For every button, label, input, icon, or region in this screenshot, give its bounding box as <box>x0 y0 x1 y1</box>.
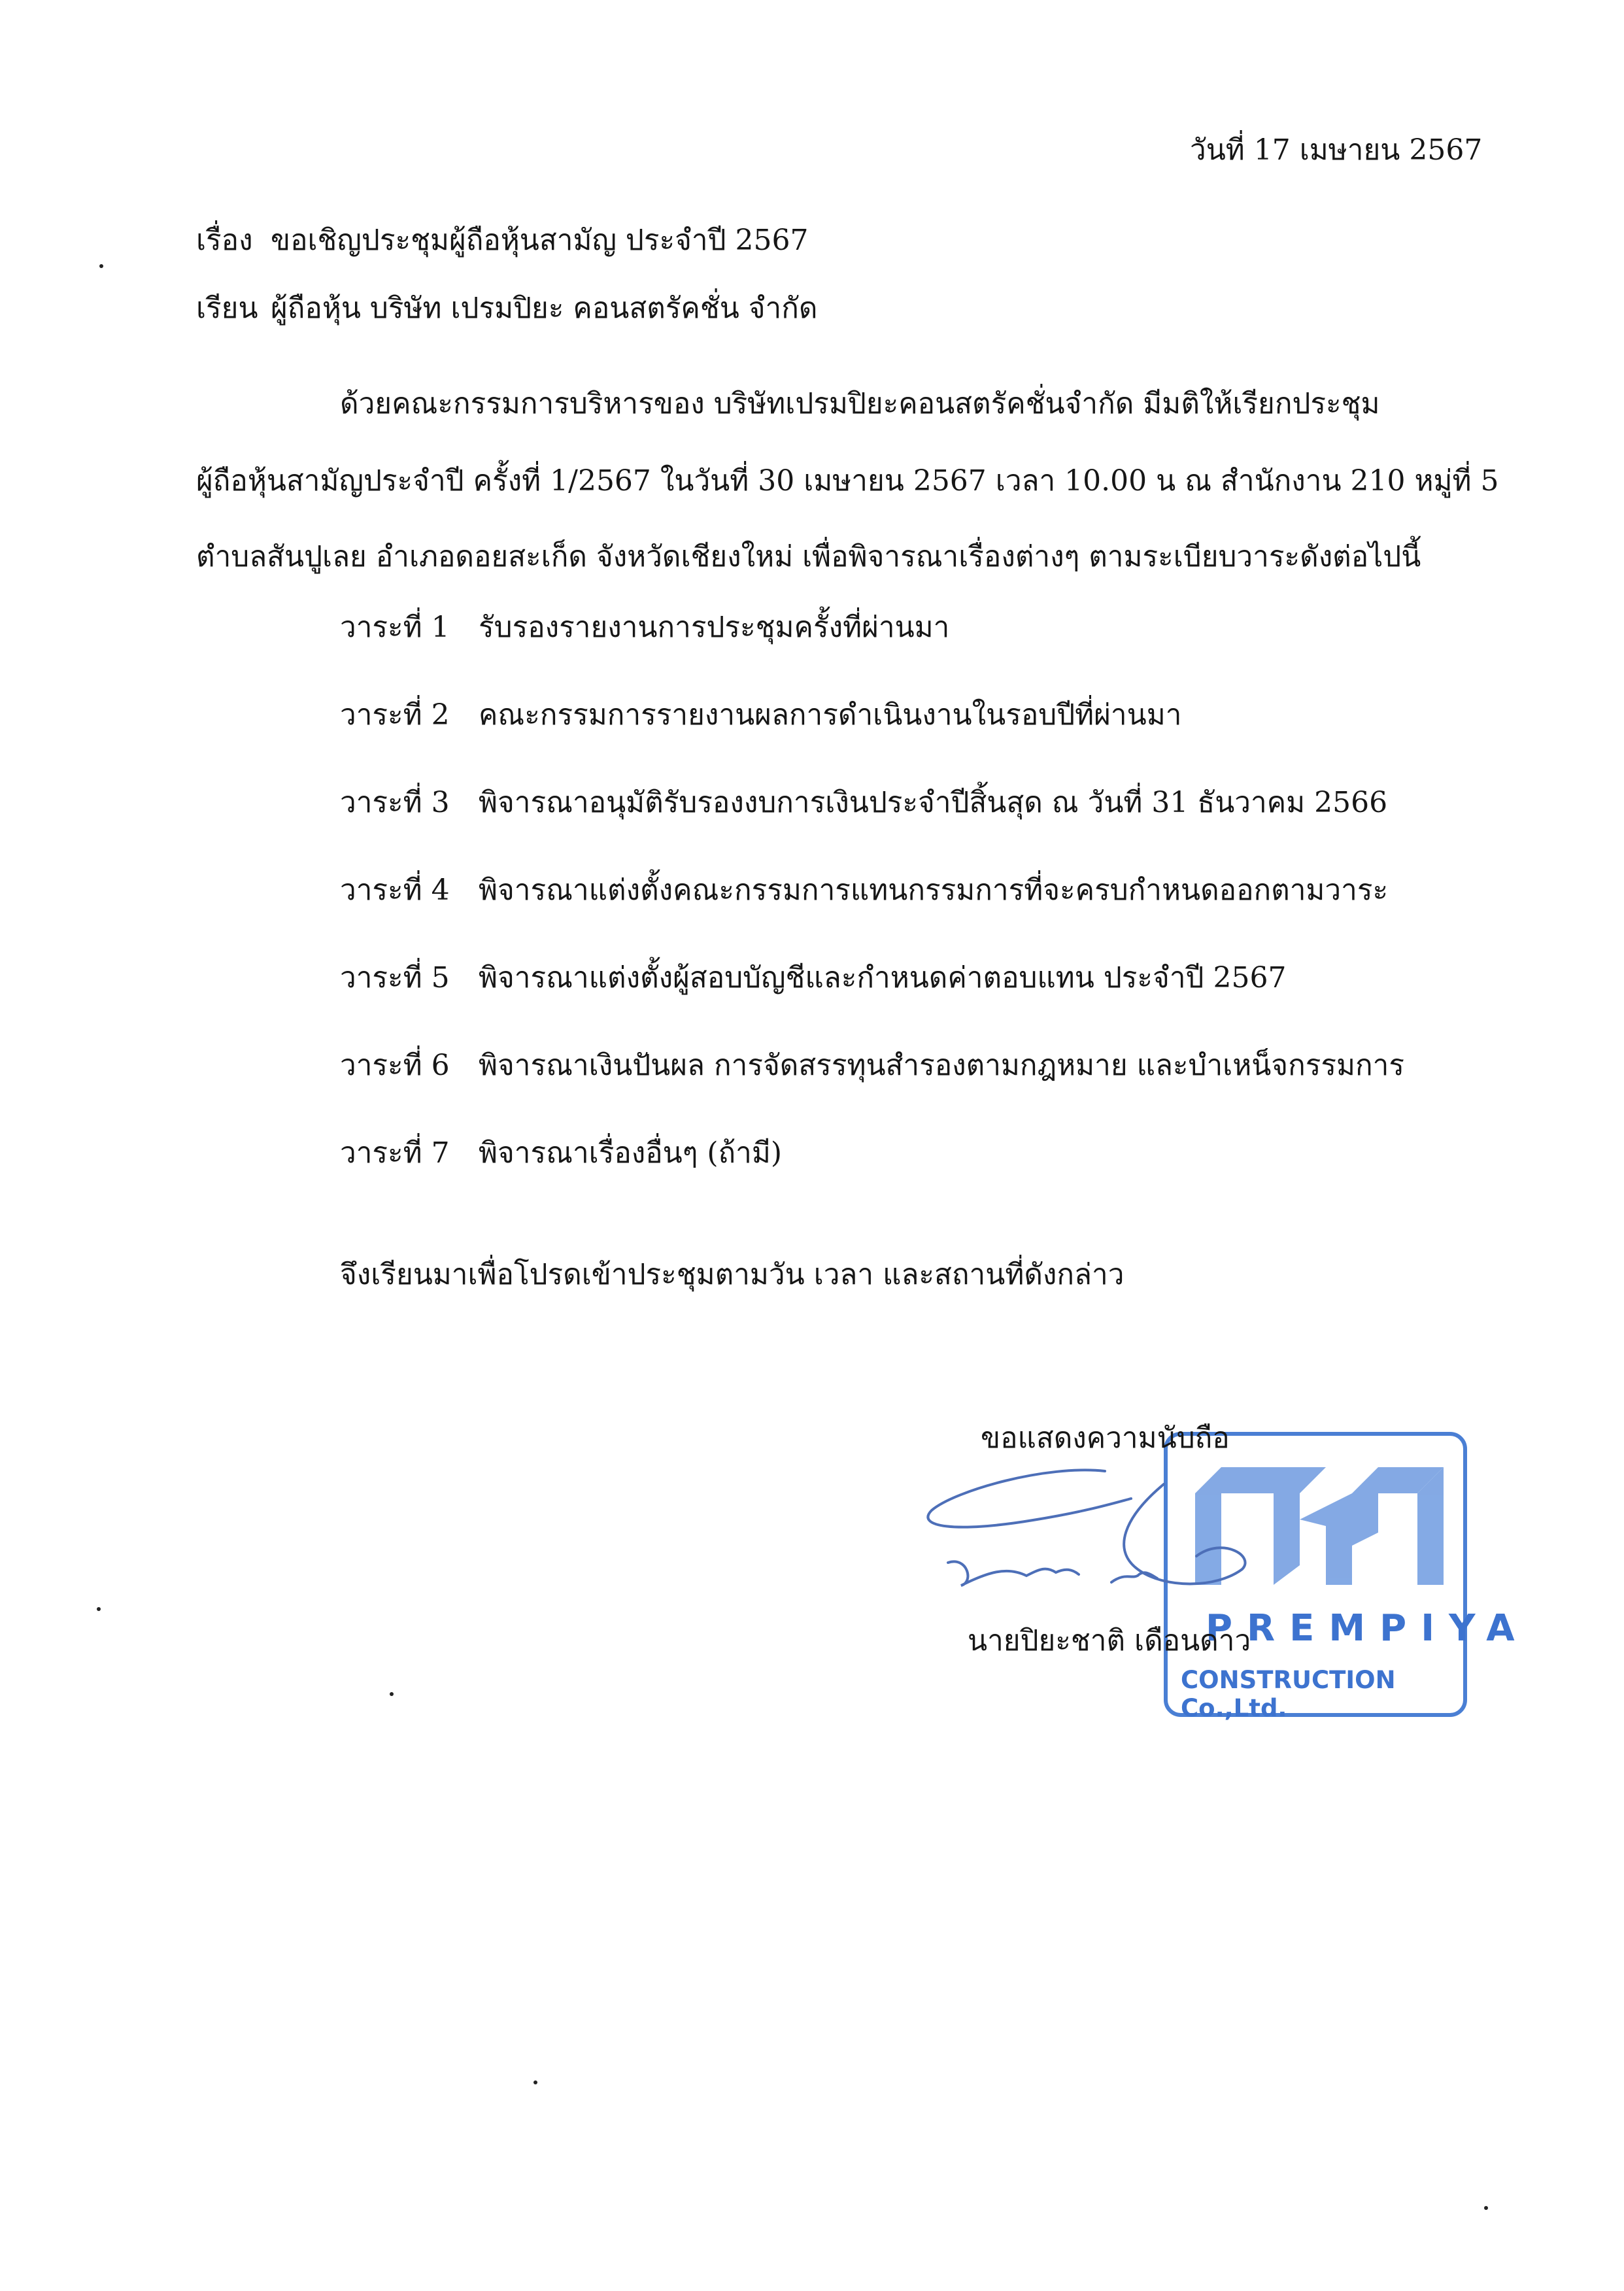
agenda-text: คณะกรรมการรายงานผลการดำเนินงานในรอบปีที่ผ่านมา <box>479 698 1182 732</box>
recipient-line <box>196 289 817 328</box>
agenda-number: วาระที่ 6 <box>340 1049 450 1082</box>
agenda-item <box>340 959 1404 1046</box>
agenda-text: พิจารณาแต่งตั้งคณะกรรมการแทนกรรมการที่จะครบกำหนดออกตามวาระ <box>479 874 1389 907</box>
body-line-1: ด้วยคณะกรรมการบริหารของ บริษัทเปรมปิยะคอนสตรัคชั่นจำกัด มีมติให้เรียกประชุม <box>340 387 1380 420</box>
agenda-item <box>340 696 1404 783</box>
agenda-item <box>340 1134 1404 1221</box>
agenda-item <box>340 608 1404 696</box>
agenda-number: วาระที่ 5 <box>340 961 450 994</box>
scan-speck <box>99 264 103 268</box>
stamp-company-subtitle: CONSTRUCTION Co.,Ltd. <box>1181 1666 1396 1722</box>
scan-speck <box>533 2080 537 2084</box>
agenda-text: รับรองรายงานการประชุมครั้งที่ผ่านมา <box>479 611 950 644</box>
signer-name: นายปิยะชาติ เดือนดาว <box>968 1624 1251 1657</box>
body-line-3: ตำบลสันปูเลย อำเภอดอยสะเก็ด จังหวัดเชียงใหม่ เพื่อพิจารณาเรื่องต่างๆ ตามระเบียบวาระดังต่อไปนี้ <box>196 540 1421 573</box>
agenda-text: พิจารณาเรื่องอื่นๆ (ถ้ามี) <box>479 1136 783 1170</box>
agenda-text: พิจารณาแต่งตั้งผู้สอบบัญชีและกำหนดค่าตอบแทน ประจำปี 2567 <box>479 961 1287 994</box>
agenda-text: พิจารณาเงินปันผล การจัดสรรทุนสำรองตามกฎหมาย และบำเหน็จกรรมการ <box>479 1049 1404 1082</box>
agenda-item <box>340 1046 1404 1134</box>
recipient-text: ผู้ถือหุ้น บริษัท เปรมปิยะ คอนสตรัคชั่น จำกัด <box>271 292 818 325</box>
subject-text: ขอเชิญประชุมผู้ถือหุ้นสามัญ ประจำปี 2567 <box>271 224 809 257</box>
agenda-item <box>340 871 1404 959</box>
agenda-list <box>340 608 1404 1221</box>
subject-line <box>196 221 809 260</box>
agenda-item <box>340 783 1404 871</box>
subject-label: เรื่อง <box>196 224 253 257</box>
agenda-number: วาระที่ 7 <box>340 1136 450 1170</box>
scan-speck <box>390 1692 394 1696</box>
stamp-company-name: PREMPIYA <box>1206 1607 1529 1650</box>
handwritten-signature <box>915 1458 1281 1628</box>
scan-speck <box>97 1607 101 1611</box>
agenda-number: วาระที่ 2 <box>340 698 450 732</box>
letter-date: วันที่ 17 เมษายน 2567 <box>1190 133 1483 167</box>
agenda-number: วาระที่ 3 <box>340 786 450 819</box>
scan-speck <box>1484 2206 1488 2210</box>
agenda-number: วาระที่ 4 <box>340 874 450 907</box>
recipient-label: เรียน <box>196 292 258 325</box>
body-line-2: ผู้ถือหุ้นสามัญประจำปี ครั้งที่ 1/2567 ในวันที่ 30 เมษายน 2567 เวลา 10.00 น ณ สำนักงาน 210 หมู่ที่ 5 <box>196 464 1499 498</box>
closing-line: จึงเรียนมาเพื่อโปรดเข้าประชุมตามวัน เวลา และสถานที่ดังกล่าว <box>340 1258 1125 1291</box>
agenda-text: พิจารณาอนุมัติรับรองงบการเงินประจำปีสิ้นสุด ณ วันที่ 31 ธันวาคม 2566 <box>479 786 1388 819</box>
agenda-number: วาระที่ 1 <box>340 611 450 644</box>
regards-line: ขอแสดงความนับถือ <box>981 1421 1230 1455</box>
